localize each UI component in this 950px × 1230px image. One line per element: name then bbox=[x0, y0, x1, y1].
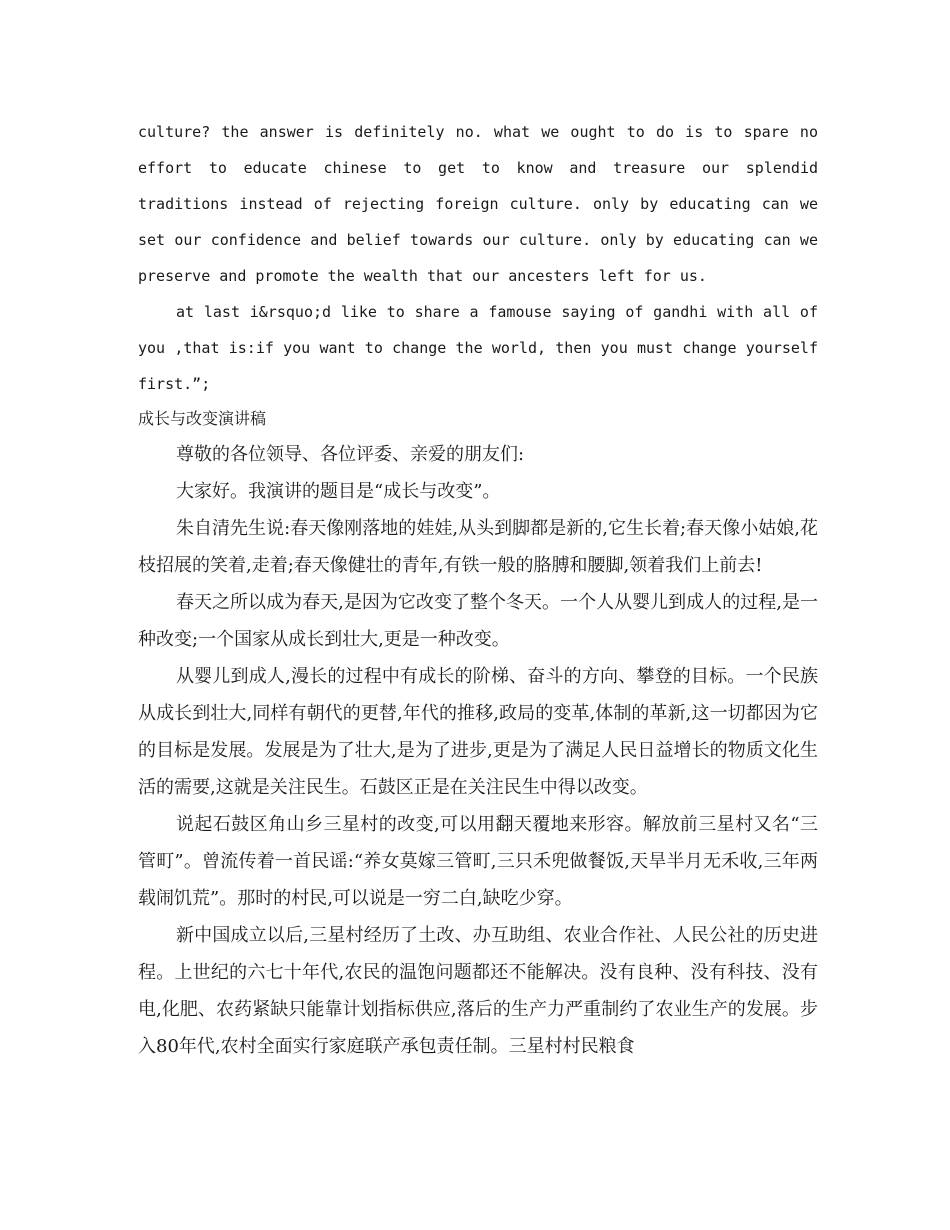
chinese-paragraph: 从婴儿到成人,漫长的过程中有成长的阶梯、奋斗的方向、攀登的目标。一个民族从成长到壮大,同样有朝代的更替,年代的推移,政局的变革,体制的革新,这一切都因为它的目标是发展。发展是为了壮大,是为了进步,更是为了满足人民日益增长的物质文化生活的需要,这就是关注民生。石鼓区正是在关注民生中得以改变。 bbox=[138, 666, 818, 798]
english-paragraph: at last i&rsquo;d like to share a famouse saying of gandhi with all of you ,that is:if you want to change the world, then you must change yourself first.”; bbox=[138, 303, 818, 393]
chinese-paragraph: 说起石鼓区角山乡三星村的改变,可以用翻天覆地来形容。解放前三星村又名“三管町”。曾流传着一首民谣:“养女莫嫁三管町,三只禾兜做餐饭,天旱半月无禾收,三年两载闹饥荒”。那时的村民,可以说是一穷二白,缺吃少穿。 bbox=[138, 814, 818, 909]
chinese-paragraph: 朱自清先生说:春天像刚落地的娃娃,从头到脚都是新的,它生长着;春天像小姑娘,花枝招展的笑着,走着;春天像健壮的青年,有铁一般的胳膊和腰脚,领着我们上前去! bbox=[138, 518, 818, 576]
chinese-paragraph: 春天之所以成为春天,是因为它改变了整个冬天。一个人从婴儿到成人的过程,是一种改变;一个国家从成长到壮大,更是一种改变。 bbox=[138, 592, 818, 650]
chinese-paragraph: 尊敬的各位领导、各位评委、亲爱的朋友们: bbox=[176, 444, 525, 465]
chinese-paragraph: 大家好。我演讲的题目是“成长与改变”。 bbox=[176, 481, 501, 502]
chinese-paragraph: 新中国成立以后,三星村经历了土改、办互助组、农业合作社、人民公社的历史进程。上世纪的六七十年代,农民的温饱问题都还不能解决。没有良种、没有科技、没有电,化肥、农药紧缺只能靠计划指标供应,落后的生产力严重制约了农业生产的发展。步入80年代,农村全面实行家庭联产承包责任制。三星村村民粮食 bbox=[138, 925, 818, 1057]
speech-title: 成长与改变演讲稿 bbox=[138, 409, 267, 428]
english-paragraph: culture? the answer is definitely no. what we ought to do is to spare no effort to educate chinese to get to know and treasure our splendid traditions instead of rejecting foreign culture. only by educating can we set our confidence and belief towards our culture. only by educating can we preserve and promote the wealth that our ancesters left for us. bbox=[138, 123, 818, 285]
document-body bbox=[138, 114, 818, 1065]
